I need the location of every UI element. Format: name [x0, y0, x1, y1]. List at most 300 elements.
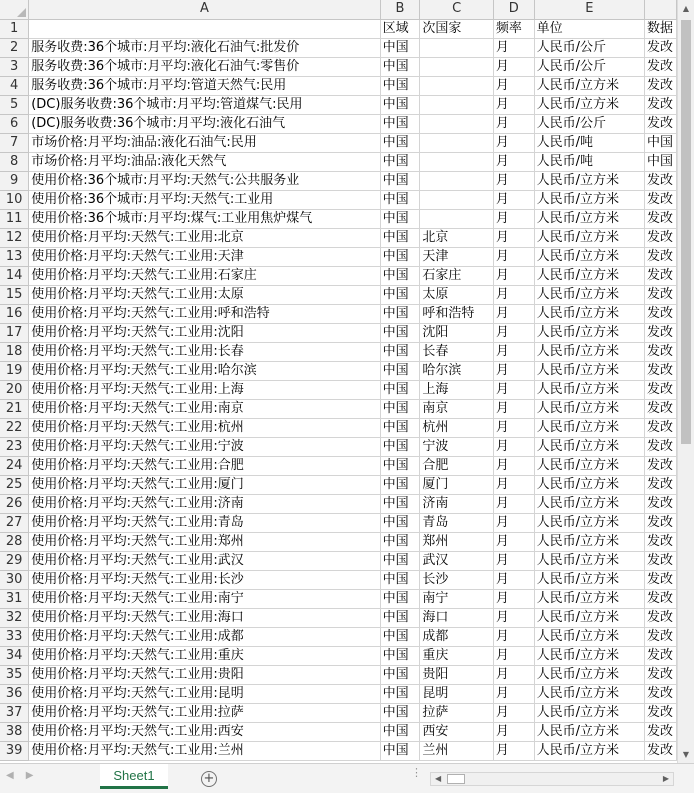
- cell-e[interactable]: 人民币/立方米: [534, 741, 644, 760]
- row-number[interactable]: 21: [0, 399, 29, 418]
- cell-e[interactable]: 人民币/立方米: [534, 228, 644, 247]
- cell-c[interactable]: 长沙: [420, 570, 494, 589]
- cell-e[interactable]: 人民币/立方米: [534, 646, 644, 665]
- row-number[interactable]: 8: [0, 152, 29, 171]
- table-row: [0, 266, 677, 285]
- row-number[interactable]: 7: [0, 133, 29, 152]
- cell-c[interactable]: 济南: [420, 494, 494, 513]
- cell-a[interactable]: 使用价格:月平均:天然气:工业用:天津: [29, 247, 380, 266]
- cell-d[interactable]: 月: [493, 247, 534, 266]
- cell-b[interactable]: 中国: [380, 95, 420, 114]
- row-number[interactable]: 16: [0, 304, 29, 323]
- row-number[interactable]: 11: [0, 209, 29, 228]
- cell-e[interactable]: 人民币/吨: [534, 152, 644, 171]
- table-row: [0, 608, 677, 627]
- cell-f[interactable]: 发改: [645, 722, 677, 741]
- cell-d[interactable]: 月: [493, 722, 534, 741]
- cell-c[interactable]: 次国家: [420, 19, 494, 38]
- row-number[interactable]: 9: [0, 171, 29, 190]
- cell-d[interactable]: 月: [493, 190, 534, 209]
- cell-a[interactable]: 使用价格:月平均:天然气:工业用:武汉: [29, 551, 380, 570]
- cell-a[interactable]: 服务收费:36个城市:月平均:液化石油气:批发价: [29, 38, 380, 57]
- cell-e[interactable]: 人民币/公斤: [534, 38, 644, 57]
- cell-e[interactable]: 人民币/立方米: [534, 304, 644, 323]
- row-number[interactable]: 30: [0, 570, 29, 589]
- cell-e[interactable]: 人民币/立方米: [534, 76, 644, 95]
- cell-d[interactable]: 月: [493, 95, 534, 114]
- row-number[interactable]: 26: [0, 494, 29, 513]
- cell-d[interactable]: 月: [493, 532, 534, 551]
- sheet-tab[interactable]: Sheet1: [100, 764, 168, 789]
- cell-f[interactable]: 发改: [645, 703, 677, 722]
- cell-e[interactable]: 人民币/立方米: [534, 494, 644, 513]
- cell-c[interactable]: 拉萨: [420, 703, 494, 722]
- cell-a[interactable]: 使用价格:36个城市:月平均:煤气:工业用焦炉煤气: [29, 209, 380, 228]
- cell-c[interactable]: [420, 152, 494, 171]
- cell-c[interactable]: 太原: [420, 285, 494, 304]
- cell-e[interactable]: 人民币/立方米: [534, 627, 644, 646]
- cell-f[interactable]: 数据: [645, 19, 677, 38]
- cell-b[interactable]: 中国: [380, 152, 420, 171]
- cell-d[interactable]: 月: [493, 456, 534, 475]
- cell-a[interactable]: 使用价格:月平均:天然气:工业用:贵阳: [29, 665, 380, 684]
- cell-e[interactable]: 人民币/立方米: [534, 342, 644, 361]
- row-number[interactable]: 25: [0, 475, 29, 494]
- cell-d[interactable]: 月: [493, 152, 534, 171]
- cell-b[interactable]: 中国: [380, 589, 420, 608]
- column-header-d[interactable]: D: [493, 0, 534, 19]
- cell-b[interactable]: 中国: [380, 323, 420, 342]
- cell-e[interactable]: 人民币/立方米: [534, 285, 644, 304]
- cell-e[interactable]: 人民币/吨: [534, 133, 644, 152]
- cell-e[interactable]: 人民币/立方米: [534, 266, 644, 285]
- row-number[interactable]: 4: [0, 76, 29, 95]
- cell-f[interactable]: 发改: [645, 532, 677, 551]
- cell-d[interactable]: 月: [493, 380, 534, 399]
- cell-d[interactable]: 月: [493, 209, 534, 228]
- cell-a[interactable]: 使用价格:月平均:天然气:工业用:重庆: [29, 646, 380, 665]
- cell-a[interactable]: 使用价格:月平均:天然气:工业用:长春: [29, 342, 380, 361]
- cell-e[interactable]: 人民币/公斤: [534, 57, 644, 76]
- cell-f[interactable]: 发改: [645, 171, 677, 190]
- cell-d[interactable]: 月: [493, 418, 534, 437]
- row-number[interactable]: 12: [0, 228, 29, 247]
- cell-f[interactable]: 发改: [645, 76, 677, 95]
- cell-e[interactable]: 人民币/立方米: [534, 722, 644, 741]
- up-arrow-icon[interactable]: ▲: [682, 4, 690, 13]
- cell-e[interactable]: 人民币/立方米: [534, 418, 644, 437]
- column-header-e[interactable]: E: [534, 0, 644, 19]
- cell-a[interactable]: 使用价格:月平均:天然气:工业用:石家庄: [29, 266, 380, 285]
- cell-c[interactable]: [420, 57, 494, 76]
- cell-c[interactable]: 长春: [420, 342, 494, 361]
- cell-b[interactable]: 中国: [380, 171, 420, 190]
- table-row: [0, 418, 677, 437]
- row-number[interactable]: 10: [0, 190, 29, 209]
- row-number[interactable]: 22: [0, 418, 29, 437]
- cell-f[interactable]: 发改: [645, 190, 677, 209]
- cell-f[interactable]: 发改: [645, 551, 677, 570]
- table-row: [0, 76, 677, 95]
- cell-f[interactable]: 发改: [645, 475, 677, 494]
- cell-e[interactable]: 人民币/立方米: [534, 209, 644, 228]
- cell-b[interactable]: 中国: [380, 608, 420, 627]
- cell-b[interactable]: 中国: [380, 190, 420, 209]
- cell-b[interactable]: 中国: [380, 38, 420, 57]
- cell-b[interactable]: 中国: [380, 437, 420, 456]
- cell-f[interactable]: 发改: [645, 380, 677, 399]
- row-number[interactable]: 31: [0, 589, 29, 608]
- vertical-scrollbar[interactable]: [677, 0, 694, 763]
- cell-b[interactable]: 中国: [380, 114, 420, 133]
- cell-a[interactable]: 使用价格:月平均:天然气:工业用:北京: [29, 228, 380, 247]
- cell-c[interactable]: 兰州: [420, 741, 494, 760]
- cell-a[interactable]: [29, 19, 380, 38]
- cell-e[interactable]: 人民币/公斤: [534, 114, 644, 133]
- cell-c[interactable]: 天津: [420, 247, 494, 266]
- cell-c[interactable]: 沈阳: [420, 323, 494, 342]
- cell-d[interactable]: 频率: [493, 19, 534, 38]
- cell-d[interactable]: 月: [493, 133, 534, 152]
- cell-a[interactable]: 使用价格:月平均:天然气:工业用:兰州: [29, 741, 380, 760]
- cell-a[interactable]: 使用价格:月平均:天然气:工业用:合肥: [29, 456, 380, 475]
- cell-b[interactable]: 中国: [380, 703, 420, 722]
- cell-a[interactable]: 使用价格:月平均:天然气:工业用:拉萨: [29, 703, 380, 722]
- cell-e[interactable]: 人民币/立方米: [534, 551, 644, 570]
- cell-d[interactable]: 月: [493, 703, 534, 722]
- row-number[interactable]: 2: [0, 38, 29, 57]
- cell-e[interactable]: 人民币/立方米: [534, 190, 644, 209]
- cell-e[interactable]: 人民币/立方米: [534, 513, 644, 532]
- cell-d[interactable]: 月: [493, 475, 534, 494]
- cell-f[interactable]: 发改: [645, 304, 677, 323]
- horizontal-scroll-thumb[interactable]: [447, 774, 465, 784]
- cell-f[interactable]: 发改: [645, 399, 677, 418]
- cell-a[interactable]: 使用价格:月平均:天然气:工业用:太原: [29, 285, 380, 304]
- plus-circle-icon[interactable]: +: [201, 771, 217, 787]
- horizontal-scrollbar[interactable]: [430, 772, 674, 786]
- cell-d[interactable]: 月: [493, 399, 534, 418]
- cell-e[interactable]: 人民币/立方米: [534, 475, 644, 494]
- cell-a[interactable]: 使用价格:月平均:天然气:工业用:南宁: [29, 589, 380, 608]
- cell-f[interactable]: 发改: [645, 323, 677, 342]
- cell-b[interactable]: 中国: [380, 627, 420, 646]
- cell-b[interactable]: 中国: [380, 741, 420, 760]
- cell-d[interactable]: 月: [493, 323, 534, 342]
- down-arrow-icon[interactable]: ▼: [682, 750, 690, 759]
- cell-c[interactable]: 西安: [420, 722, 494, 741]
- row-number[interactable]: 5: [0, 95, 29, 114]
- cell-c[interactable]: 呼和浩特: [420, 304, 494, 323]
- cell-c[interactable]: 石家庄: [420, 266, 494, 285]
- cell-c[interactable]: 武汉: [420, 551, 494, 570]
- row-number[interactable]: 38: [0, 722, 29, 741]
- vertical-scroll-thumb[interactable]: [681, 20, 691, 444]
- cell-f[interactable]: 发改: [645, 494, 677, 513]
- row-number[interactable]: 36: [0, 684, 29, 703]
- cell-c[interactable]: 南京: [420, 399, 494, 418]
- cell-c[interactable]: 杭州: [420, 418, 494, 437]
- cell-d[interactable]: 月: [493, 361, 534, 380]
- cell-d[interactable]: 月: [493, 494, 534, 513]
- cell-c[interactable]: 海口: [420, 608, 494, 627]
- row-number[interactable]: 19: [0, 361, 29, 380]
- cell-e[interactable]: 人民币/立方米: [534, 171, 644, 190]
- row-number[interactable]: 34: [0, 646, 29, 665]
- cell-c[interactable]: 成都: [420, 627, 494, 646]
- cell-a[interactable]: 使用价格:月平均:天然气:工业用:厦门: [29, 475, 380, 494]
- cell-d[interactable]: 月: [493, 627, 534, 646]
- row-number[interactable]: 29: [0, 551, 29, 570]
- cell-e[interactable]: 人民币/立方米: [534, 532, 644, 551]
- cell-c[interactable]: 北京: [420, 228, 494, 247]
- cell-d[interactable]: 月: [493, 608, 534, 627]
- row-number[interactable]: 13: [0, 247, 29, 266]
- cell-e[interactable]: 人民币/立方米: [534, 456, 644, 475]
- column-header-f[interactable]: [645, 0, 677, 19]
- cell-d[interactable]: 月: [493, 76, 534, 95]
- cell-b[interactable]: 区域: [380, 19, 420, 38]
- cell-b[interactable]: 中国: [380, 570, 420, 589]
- table-row: [0, 532, 677, 551]
- cell-f[interactable]: 发改: [645, 95, 677, 114]
- cell-b[interactable]: 中国: [380, 266, 420, 285]
- cell-c[interactable]: 厦门: [420, 475, 494, 494]
- cell-b[interactable]: 中国: [380, 285, 420, 304]
- cell-c[interactable]: 贵阳: [420, 665, 494, 684]
- column-header-c[interactable]: C: [420, 0, 494, 19]
- cell-c[interactable]: 合肥: [420, 456, 494, 475]
- cell-d[interactable]: 月: [493, 266, 534, 285]
- cell-b[interactable]: 中国: [380, 342, 420, 361]
- cell-d[interactable]: 月: [493, 38, 534, 57]
- cell-c[interactable]: 宁波: [420, 437, 494, 456]
- cell-a[interactable]: 市场价格:月平均:油品:液化天然气: [29, 152, 380, 171]
- cell-a[interactable]: 使用价格:月平均:天然气:工业用:宁波: [29, 437, 380, 456]
- cell-d[interactable]: 月: [493, 646, 534, 665]
- cell-f[interactable]: 发改: [645, 646, 677, 665]
- cell-d[interactable]: 月: [493, 589, 534, 608]
- cell-c[interactable]: [420, 190, 494, 209]
- cell-f[interactable]: 发改: [645, 285, 677, 304]
- cell-b[interactable]: 中国: [380, 456, 420, 475]
- cell-d[interactable]: 月: [493, 741, 534, 760]
- cell-d[interactable]: 月: [493, 684, 534, 703]
- row-number[interactable]: 20: [0, 380, 29, 399]
- row-number[interactable]: 18: [0, 342, 29, 361]
- cell-c[interactable]: [420, 209, 494, 228]
- cell-f[interactable]: 发改: [645, 570, 677, 589]
- cell-f[interactable]: 发改: [645, 589, 677, 608]
- cell-a[interactable]: 使用价格:月平均:天然气:工业用:西安: [29, 722, 380, 741]
- cell-a[interactable]: 使用价格:36个城市:月平均:天然气:公共服务业: [29, 171, 380, 190]
- cell-d[interactable]: 月: [493, 285, 534, 304]
- cell-a[interactable]: 使用价格:月平均:天然气:工业用:南京: [29, 399, 380, 418]
- cell-e[interactable]: 人民币/立方米: [534, 684, 644, 703]
- cell-c[interactable]: 重庆: [420, 646, 494, 665]
- cell-d[interactable]: 月: [493, 57, 534, 76]
- cell-d[interactable]: 月: [493, 171, 534, 190]
- cell-c[interactable]: [420, 76, 494, 95]
- cell-f[interactable]: 发改: [645, 437, 677, 456]
- cell-c[interactable]: [420, 114, 494, 133]
- cell-f[interactable]: 发改: [645, 627, 677, 646]
- row-number[interactable]: 28: [0, 532, 29, 551]
- cell-e[interactable]: 人民币/立方米: [534, 589, 644, 608]
- table-row: [0, 399, 677, 418]
- cell-f[interactable]: 发改: [645, 456, 677, 475]
- cell-a[interactable]: 使用价格:月平均:天然气:工业用:呼和浩特: [29, 304, 380, 323]
- cell-a[interactable]: 使用价格:月平均:天然气:工业用:哈尔滨: [29, 361, 380, 380]
- row-number[interactable]: 17: [0, 323, 29, 342]
- cell-b[interactable]: 中国: [380, 76, 420, 95]
- cell-b[interactable]: 中国: [380, 475, 420, 494]
- cell-a[interactable]: 使用价格:36个城市:月平均:天然气:工业用: [29, 190, 380, 209]
- cell-a[interactable]: 使用价格:月平均:天然气:工业用:沈阳: [29, 323, 380, 342]
- cell-f[interactable]: 发改: [645, 741, 677, 760]
- row-number[interactable]: 37: [0, 703, 29, 722]
- column-header-b[interactable]: B: [380, 0, 420, 19]
- cell-b[interactable]: 中国: [380, 57, 420, 76]
- cell-b[interactable]: 中国: [380, 646, 420, 665]
- cell-f[interactable]: 发改: [645, 228, 677, 247]
- cell-a[interactable]: (DC)服务收费:36个城市:月平均:管道煤气:民用: [29, 95, 380, 114]
- cell-e[interactable]: 人民币/立方米: [534, 608, 644, 627]
- cell-f[interactable]: 中国: [645, 133, 677, 152]
- cell-c[interactable]: [420, 38, 494, 57]
- cell-b[interactable]: 中国: [380, 722, 420, 741]
- cell-c[interactable]: 青岛: [420, 513, 494, 532]
- cell-e[interactable]: 人民币/立方米: [534, 323, 644, 342]
- cell-b[interactable]: 中国: [380, 247, 420, 266]
- row-number[interactable]: 15: [0, 285, 29, 304]
- cell-e[interactable]: 单位: [534, 19, 644, 38]
- cell-f[interactable]: 发改: [645, 266, 677, 285]
- cell-d[interactable]: 月: [493, 228, 534, 247]
- cell-e[interactable]: 人民币/立方米: [534, 361, 644, 380]
- cell-e[interactable]: 人民币/立方米: [534, 380, 644, 399]
- cell-f[interactable]: 发改: [645, 57, 677, 76]
- cell-a[interactable]: (DC)服务收费:36个城市:月平均:液化石油气: [29, 114, 380, 133]
- row-number[interactable]: 27: [0, 513, 29, 532]
- cell-a[interactable]: 服务收费:36个城市:月平均:液化石油气:零售价: [29, 57, 380, 76]
- cell-d[interactable]: 月: [493, 570, 534, 589]
- row-number[interactable]: 32: [0, 608, 29, 627]
- cell-e[interactable]: 人民币/立方米: [534, 665, 644, 684]
- cell-e[interactable]: 人民币/立方米: [534, 247, 644, 266]
- cell-b[interactable]: 中国: [380, 304, 420, 323]
- table-row: [0, 95, 677, 114]
- cell-f[interactable]: 中国: [645, 152, 677, 171]
- cell-b[interactable]: 中国: [380, 209, 420, 228]
- cell-b[interactable]: 中国: [380, 228, 420, 247]
- cell-c[interactable]: 哈尔滨: [420, 361, 494, 380]
- cell-f[interactable]: 发改: [645, 684, 677, 703]
- cell-f[interactable]: 发改: [645, 38, 677, 57]
- cell-b[interactable]: 中国: [380, 684, 420, 703]
- cell-a[interactable]: 使用价格:月平均:天然气:工业用:郑州: [29, 532, 380, 551]
- cell-c[interactable]: 上海: [420, 380, 494, 399]
- cell-e[interactable]: 人民币/立方米: [534, 437, 644, 456]
- row-number[interactable]: 3: [0, 57, 29, 76]
- cell-f[interactable]: 发改: [645, 418, 677, 437]
- cell-b[interactable]: 中国: [380, 380, 420, 399]
- cell-b[interactable]: 中国: [380, 494, 420, 513]
- right-arrow-icon[interactable]: ▶: [662, 774, 669, 783]
- cell-d[interactable]: 月: [493, 114, 534, 133]
- cell-a[interactable]: 市场价格:月平均:油品:液化石油气:民用: [29, 133, 380, 152]
- row-number[interactable]: 35: [0, 665, 29, 684]
- cell-b[interactable]: 中国: [380, 532, 420, 551]
- cell-c[interactable]: 郑州: [420, 532, 494, 551]
- left-arrow-icon[interactable]: ◀: [435, 774, 442, 783]
- cell-e[interactable]: 人民币/立方米: [534, 703, 644, 722]
- cell-e[interactable]: 人民币/立方米: [534, 570, 644, 589]
- cell-f[interactable]: 发改: [645, 209, 677, 228]
- select-all-corner[interactable]: [0, 0, 29, 19]
- cell-c[interactable]: [420, 171, 494, 190]
- row-number[interactable]: 14: [0, 266, 29, 285]
- more-options-icon[interactable]: ⋮: [411, 766, 422, 779]
- cell-a[interactable]: 使用价格:月平均:天然气:工业用:济南: [29, 494, 380, 513]
- row-number[interactable]: 1: [0, 19, 29, 38]
- cell-b[interactable]: 中国: [380, 513, 420, 532]
- cell-b[interactable]: 中国: [380, 551, 420, 570]
- cell-f[interactable]: 发改: [645, 608, 677, 627]
- cell-e[interactable]: 人民币/立方米: [534, 399, 644, 418]
- cell-c[interactable]: [420, 133, 494, 152]
- cell-c[interactable]: 昆明: [420, 684, 494, 703]
- cell-f[interactable]: 发改: [645, 247, 677, 266]
- cell-a[interactable]: 使用价格:月平均:天然气:工业用:海口: [29, 608, 380, 627]
- cell-a[interactable]: 使用价格:月平均:天然气:工业用:昆明: [29, 684, 380, 703]
- cell-c[interactable]: [420, 95, 494, 114]
- row-number[interactable]: 23: [0, 437, 29, 456]
- row-number[interactable]: 24: [0, 456, 29, 475]
- cell-d[interactable]: 月: [493, 551, 534, 570]
- cell-a[interactable]: 服务收费:36个城市:月平均:管道天然气:民用: [29, 76, 380, 95]
- cell-e[interactable]: 人民币/立方米: [534, 95, 644, 114]
- sheet-nav-arrows[interactable]: ◀▶: [6, 770, 46, 781]
- cell-a[interactable]: 使用价格:月平均:天然气:工业用:杭州: [29, 418, 380, 437]
- cell-d[interactable]: 月: [493, 513, 534, 532]
- cell-b[interactable]: 中国: [380, 399, 420, 418]
- cell-a[interactable]: 使用价格:月平均:天然气:工业用:上海: [29, 380, 380, 399]
- cell-b[interactable]: 中国: [380, 361, 420, 380]
- cell-a[interactable]: 使用价格:月平均:天然气:工业用:成都: [29, 627, 380, 646]
- cell-f[interactable]: 发改: [645, 342, 677, 361]
- row-number[interactable]: 39: [0, 741, 29, 760]
- table-row: [0, 304, 677, 323]
- cell-d[interactable]: 月: [493, 437, 534, 456]
- cell-b[interactable]: 中国: [380, 418, 420, 437]
- cell-b[interactable]: 中国: [380, 133, 420, 152]
- column-header-a[interactable]: A: [29, 0, 380, 19]
- cell-a[interactable]: 使用价格:月平均:天然气:工业用:长沙: [29, 570, 380, 589]
- row-number[interactable]: 6: [0, 114, 29, 133]
- cell-d[interactable]: 月: [493, 665, 534, 684]
- cell-c[interactable]: 南宁: [420, 589, 494, 608]
- cell-f[interactable]: 发改: [645, 114, 677, 133]
- cell-d[interactable]: 月: [493, 342, 534, 361]
- cell-f[interactable]: 发改: [645, 513, 677, 532]
- cell-f[interactable]: 发改: [645, 361, 677, 380]
- row-number[interactable]: 33: [0, 627, 29, 646]
- cell-a[interactable]: 使用价格:月平均:天然气:工业用:青岛: [29, 513, 380, 532]
- cell-f[interactable]: 发改: [645, 665, 677, 684]
- cell-b[interactable]: 中国: [380, 665, 420, 684]
- cell-d[interactable]: 月: [493, 304, 534, 323]
